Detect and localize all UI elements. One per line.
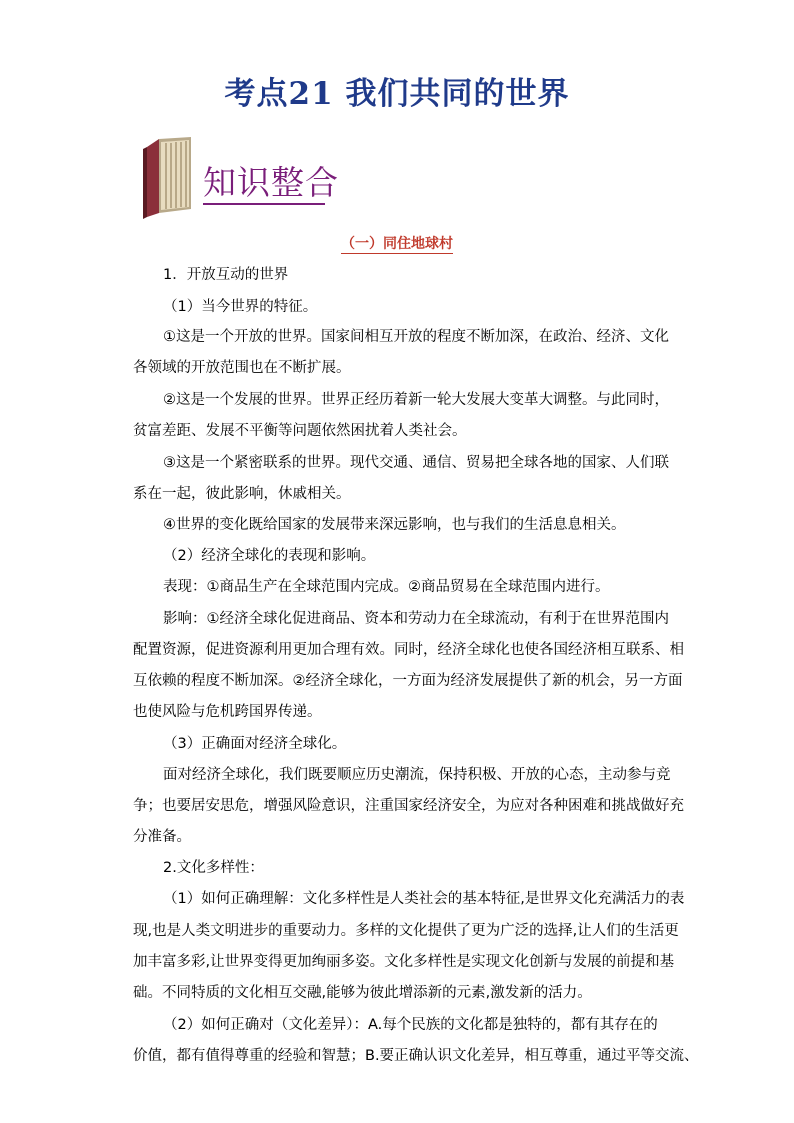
body-line: （1）当今世界的特征。 [163, 299, 318, 315]
body-line: 2.文化多样性： [163, 860, 264, 876]
body-line: 贫富差距、发展不平衡等问题依然困扰着人类社会。 [133, 423, 467, 439]
banner-text: 知识整合 [203, 163, 339, 202]
body-line: 配置资源，促进资源利用更加合理有效。同时，经济全球化也使各国经济相互联系、相 [133, 642, 684, 658]
body-line: 1．开放互动的世界 [163, 267, 289, 283]
banner-underline [203, 203, 325, 205]
knowledge-banner [141, 137, 341, 219]
body-line: （1）如何正确理解：文化多样性是人类社会的基本特征,是世界文化充满活力的表 [163, 891, 685, 907]
body-line: （2）如何正确对（文化差异）：A.每个民族的文化都是独特的，都有其存在的 [163, 1017, 658, 1033]
body-line: 也使风险与危机跨国界传递。 [133, 704, 322, 720]
body-line: 各领域的开放范围也在不断扩展。 [133, 360, 351, 376]
body-line: ①这是一个开放的世界。国家间相互开放的程度不断加深，在政治、经济、文化 [163, 329, 669, 345]
section-heading-text: （一）同住地球村 [341, 236, 453, 252]
body-line: 争；也要居安思危，增强风险意识，注重国家经济安全，为应对各种困难和挑战做好充 [133, 798, 684, 814]
body-line: 表现：①商品生产在全球范围内完成。②商品贸易在全球范围内进行。 [163, 579, 610, 595]
body-line: 影响：①经济全球化促进商品、资本和劳动力在全球流动，有利于在世界范围内 [163, 611, 669, 627]
body-line: 系在一起，彼此影响，休戚相关。 [133, 486, 351, 502]
body-line: 现,也是人类文明进步的重要动力。多样的文化提供了更为广泛的选择,让人们的生活更 [133, 923, 679, 939]
body-line: ③这是一个紧密联系的世界。现代交通、通信、贸易把全球各地的国家、人们联 [163, 455, 669, 471]
body-line: 面对经济全球化，我们既要顺应历史潮流，保持积极、开放的心态，主动参与竞 [163, 767, 671, 783]
page-title: 考点21 我们共同的世界 [224, 76, 570, 112]
body-line: 互依赖的程度不断加深。②经济全球化，一方面为经济发展提供了新的机会，另一方面 [133, 673, 683, 689]
body-line: （3）正确面对经济全球化。 [163, 736, 347, 752]
section-heading [0, 233, 794, 253]
body-line: 加丰富多彩,让世界变得更加绚丽多姿。文化多样性是实现文化创新与发展的前提和基 [133, 954, 675, 970]
body-line: ④世界的变化既给国家的发展带来深远影响，也与我们的生活息息相关。 [163, 517, 626, 533]
body-line: ②这是一个发展的世界。世界正经历着新一轮大发展大变革大调整。与此同时， [163, 392, 669, 408]
body-line: 价值，都有值得尊重的经验和智慧；B.要正确认识文化差异，相互尊重，通过平等交流、 [133, 1048, 699, 1064]
book-icon [141, 137, 199, 219]
body-line: 础。不同特质的文化相互交融,能够为彼此增添新的元素,激发新的活力。 [133, 985, 592, 1001]
body-line: 分准备。 [133, 829, 191, 845]
body-line: （2）经济全球化的表现和影响。 [163, 548, 376, 564]
